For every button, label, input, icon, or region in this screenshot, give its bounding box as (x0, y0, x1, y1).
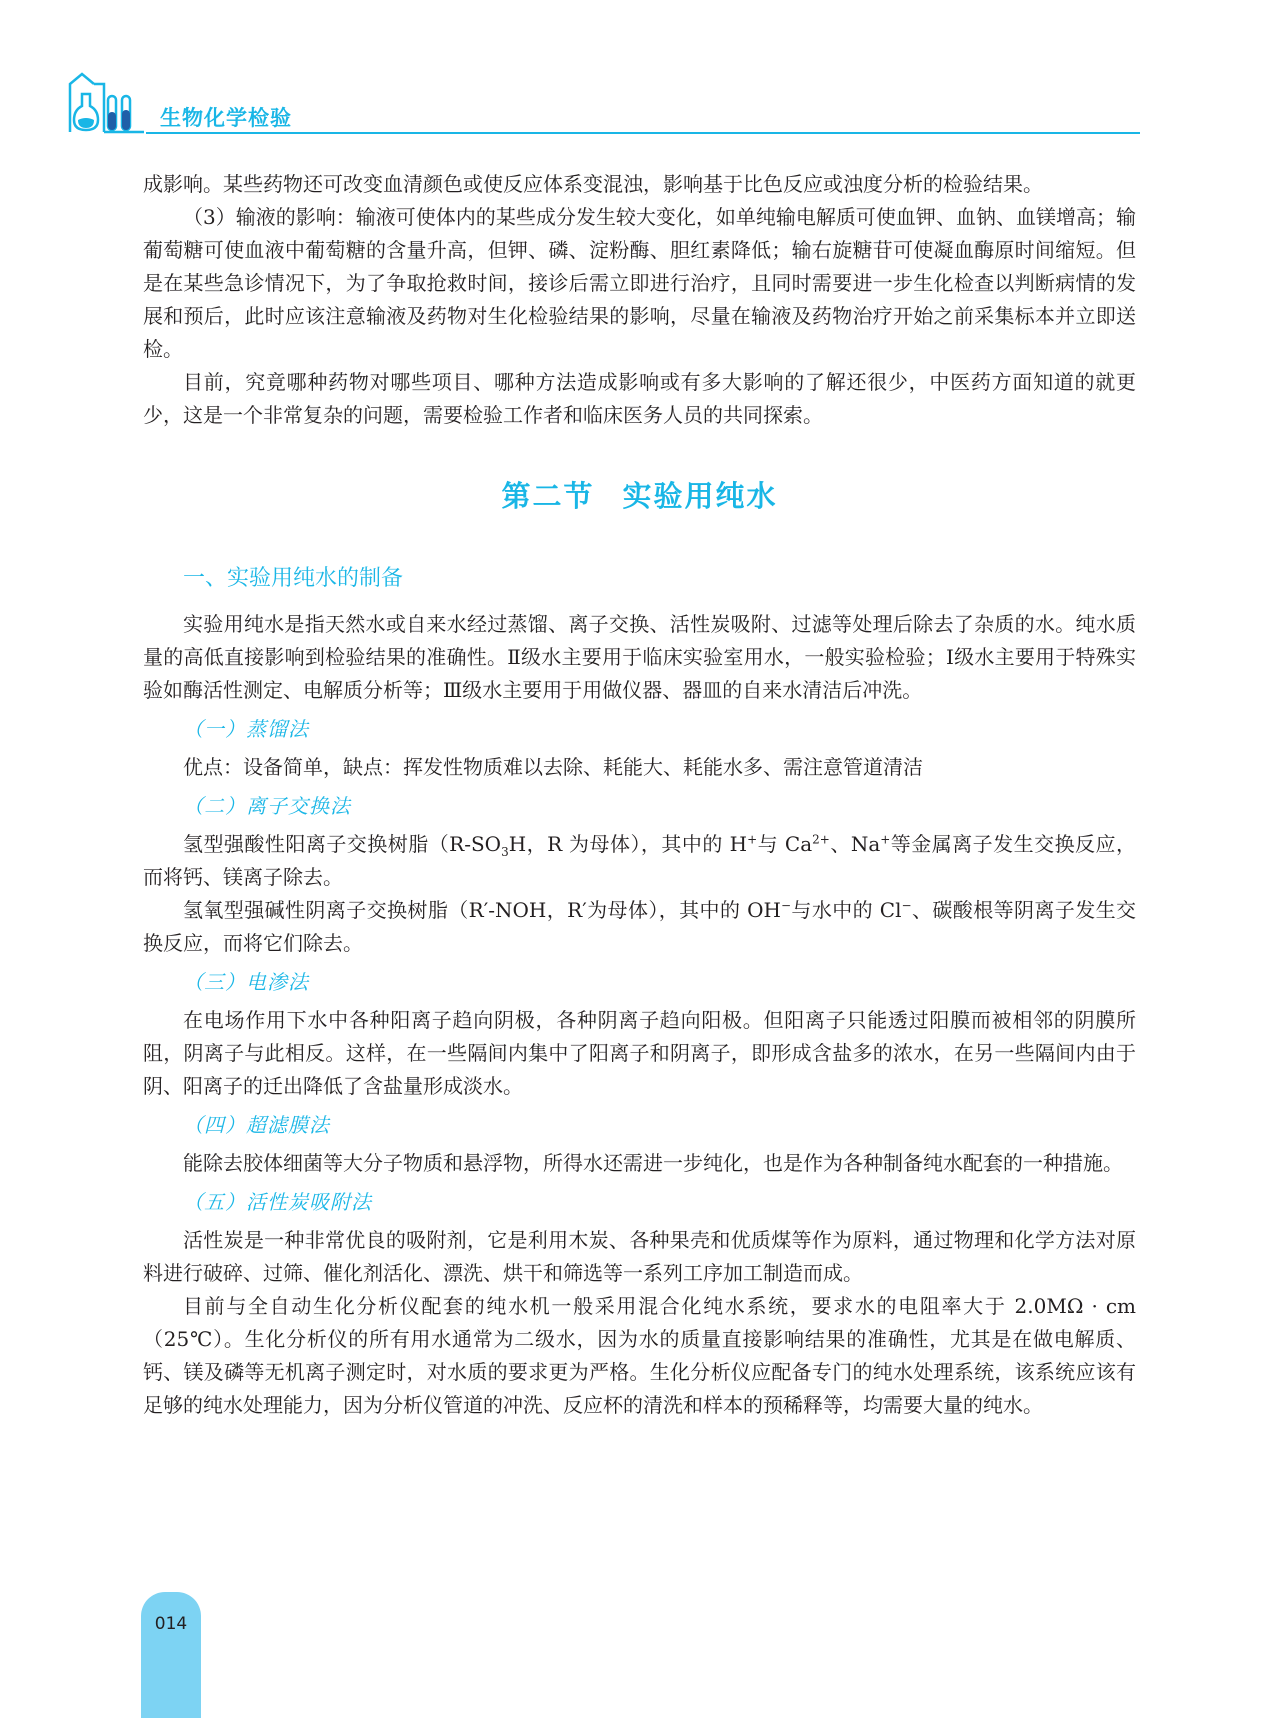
page-content (143, 168, 1136, 1422)
paragraph-drug-research: 目前，究竟哪种药物对哪些项目、哪种方法造成影响或有多大影响的了解还很少，中医药方面知道的就更少，这是一个非常复杂的问题，需要检验工作者和临床医务人员的共同探索。 (143, 370, 1136, 427)
method-title-ion-exchange: （二）离子交换法 (183, 794, 351, 818)
paragraph-pure-water-intro: 实验用纯水是指天然水或自来水经过蒸馏、离子交换、活性炭吸附、过滤等处理后除去了杂质的水。纯水质量的高低直接影响到检验结果的准确性。Ⅱ级水主要用于临床实验室用水，一般实验检验；Ⅰ级水主要用于特殊实验如酶活性测定、电解质分析等；Ⅲ级水主要用于用做仪器、器皿的自来水清洁后冲洗。 (143, 612, 1136, 702)
paragraph-anion-exchange: 氢氧型强碱性阴离子交换树脂（R′-NOH，R′为母体），其中的 OH−与水中的 Cl−、碳酸根等阴离子发生交换反应，而将它们除去。 (143, 898, 1137, 955)
method-title-electrodialysis: （三）电渗法 (183, 970, 309, 994)
section-name: 实验用纯水 (622, 479, 778, 513)
section-number: 第二节 (501, 479, 595, 513)
lab-flask-test-tube-icon (68, 66, 148, 134)
paragraph-activated-carbon: 活性炭是一种非常优良的吸附剂，它是利用木炭、各种果壳和优质煤等作为原料，通过物理和化学方法对原料进行破碎、过筛、催化剂活化、漂洗、烘干和筛选等一系列工序加工制造而成。 (143, 1228, 1136, 1285)
paragraph-ultrafiltration: 能除去胶体细菌等大分子物质和悬浮物，所得水还需进一步纯化，也是作为各种制备纯水配套的一种措施。 (183, 1151, 1123, 1175)
paragraph-distillation: 优点：设备简单，缺点：挥发性物质难以去除、耗能大、耗能水多、需注意管道清洁 (183, 755, 923, 779)
paragraph-cation-exchange: 氢型强酸性阳离子交换树脂（$R-SO_3H$，R 为母体），其中的 H+与 $Ca^{2+}$、Na+等金属离子发生交换反应，而将钙、镁离子除去。 (143, 832, 1137, 889)
page-number: 014 (154, 1614, 188, 1634)
header-rule (146, 132, 1140, 134)
page-header (68, 66, 1140, 136)
section-title (143, 466, 1136, 526)
subsection-title: 一、实验用纯水的制备 (183, 566, 404, 591)
method-title-distillation: （一）蒸馏法 (183, 717, 309, 741)
page-number-tab (141, 1592, 201, 1718)
paragraph-infusion: （3）输液的影响：输液可使体内的某些成分发生较大变化，如单纯输电解质可使血钾、血钠、血镁增高；输葡萄糖可使血液中葡萄糖的含量升高，但钾、磷、淀粉酶、胆红素降低；输右旋糖苷可使凝血酶原时间缩短。但是在某些急诊情况下，为了争取抢救时间，接诊后需立即进行治疗，且同时需要进一步生化检查以判断病情的发展和预后，此时应该注意输液及药物对生化检验结果的影响，尽量在输液及药物治疗开始之前采集标本并立即送检。 (143, 205, 1136, 361)
paragraph-electrodialysis: 在电场作用下水中各种阳离子趋向阴极，各种阴离子趋向阳极。但阳离子只能透过阳膜而被相邻的阴膜所阻，阴离子与此相反。这样，在一些隔间内集中了阳离子和阴离子，即形成含盐多的浓水，在另一些隔间内由于阴、阳离子的迁出降低了含盐量形成淡水。 (143, 1008, 1136, 1098)
method-title-activated-carbon: （五）活性炭吸附法 (183, 1190, 372, 1214)
book-title: 生物化学检验 (160, 106, 292, 130)
paragraph-analyzer-water: 目前与全自动生化分析仪配套的纯水机一般采用混合化纯水系统，要求水的电阻率大于 2.0MΩ · cm（25℃）。生化分析仪的所有用水通常为二级水，因为水的质量直接影响结果的准确性，尤其是在做电解质、钙、镁及磷等无机离子测定时，对水质的要求更为严格。生化分析仪应配备专门的纯水处理系统，该系统应该有足够的纯水处理能力，因为分析仪管道的冲洗、反应杯的清洗和样本的预稀释等，均需要大量的纯水。 (143, 1294, 1136, 1417)
paragraph-continued: 成影响。某些药物还可改变血清颜色或使反应体系变混浊，影响基于比色反应或浊度分析的检验结果。 (143, 172, 1043, 196)
method-title-ultrafiltration: （四）超滤膜法 (183, 1113, 330, 1137)
